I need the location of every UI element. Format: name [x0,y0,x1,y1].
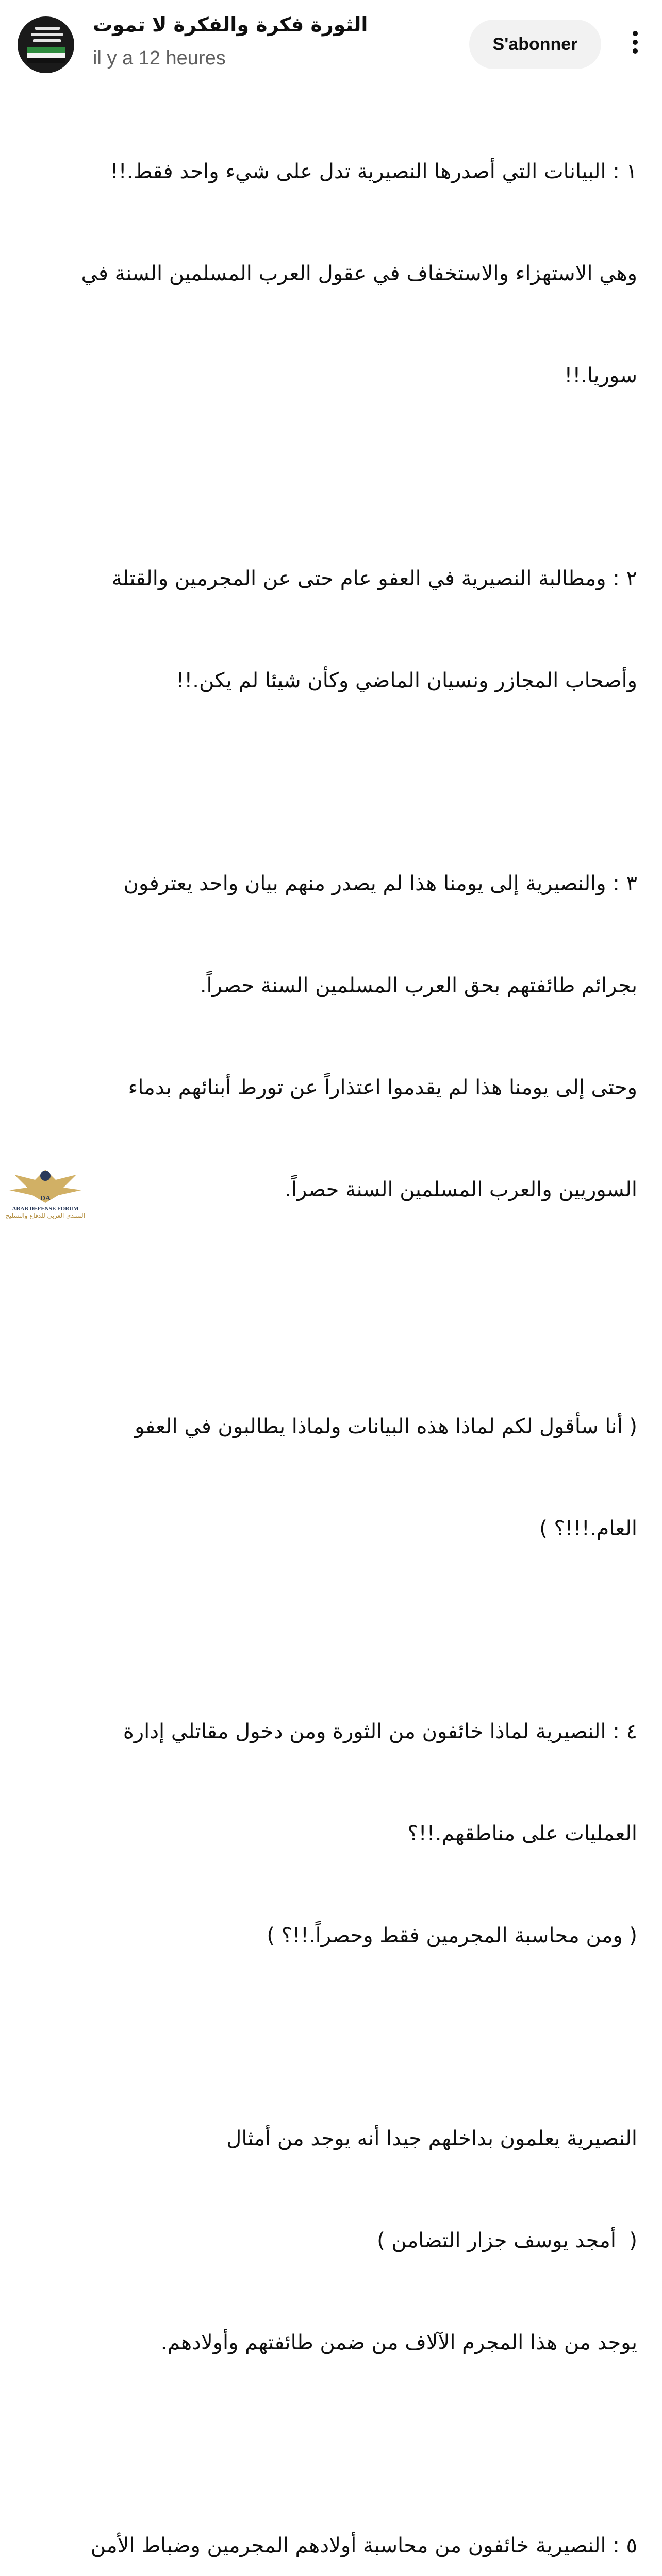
forum-watermark [4,1159,87,1220]
post-paragraph-3 [19,799,637,1275]
post-body [19,87,637,2576]
post-line: ( أمجد يوسف جزار التضامن ) [377,2229,637,2252]
post-line: بجرائم طائفتهم بحق العرب المسلمين السنة حصراً. [200,974,637,997]
svg-text:DA: DA [40,1195,51,1202]
post-paragraph-5 [19,1647,637,2021]
post-paragraph-6 [19,2054,637,2428]
post-paragraph-1 [19,87,637,461]
post-line: ٣ : والنصيرية إلى يومنا هذا لم يصدر منهم بيان واحد يعترفون [123,872,637,895]
post-line: ( ومن محاسبة المجرمين فقط وحصراً.!!؟ ) [267,1924,637,1947]
avatar-flag-icon [27,47,65,63]
post-line: ٢ : ومطالبة النصيرية في العفو عام حتى عن المجرمين والقتلة [111,567,637,590]
post-line: ١ : البيانات التي أصدرها النصيرية تدل على شيء واحد فقط.!! [110,160,637,183]
channel-name[interactable]: الثورة فكرة والفكرة لا تموت [93,13,368,36]
channel-avatar[interactable] [18,16,74,73]
eagle-logo-icon [4,1159,87,1206]
post-line: ٤ : النصيرية لماذا خائفون من الثورة ومن دخول مقاتلي إدارة [123,1720,637,1743]
post-paragraph-4 [19,1342,637,1614]
post-line: وهي الاستهزاء والاستخفاف في عقول العرب المسلمين السنة في [81,262,637,285]
post-line: ( أنا سأقول لكم لماذا هذه البيانات ولماذا يطالبون في العفو [135,1415,637,1438]
post-line: ٥ : النصيرية خائفون من محاسبة أولادهم المجرمين وضباط الأمن [90,2534,637,2557]
post-line: يوجد من هذا المجرم الآلاف من ضمن طائفتهم وأولادهم. [160,2331,637,2354]
subscribe-button[interactable]: S'abonner [469,20,601,69]
avatar-text-mark [35,27,60,30]
post-line: سوريا.!! [564,364,637,387]
post-header [0,0,662,82]
post-line: وأصحاب المجازر ونسيان الماضي وكأن شيئا لم يكن.!! [176,669,637,692]
post-line: وحتى إلى يومنا هذا لم يقدموا اعتذاراً عن تورط أبنائهم بدماء [128,1076,637,1099]
watermark-text-ar: المنتدى العربي للدفاع والتسليح [6,1212,85,1219]
post-paragraph-2 [19,494,637,766]
post-timestamp: il y a 12 heures [93,47,226,69]
watermark-text-en: ARAB DEFENSE FORUM [12,1206,79,1212]
post-line: العام.!!!؟ ) [539,1517,637,1540]
post-line: السوريين والعرب المسلمين السنة حصراً. [285,1178,637,1201]
avatar-text-mark [31,33,63,36]
avatar-text-mark [33,39,61,42]
post-line: العمليات على مناطقهم.!!؟ [407,1822,637,1845]
post-paragraph-7 [19,2461,637,2576]
post-line: النصيرية يعلمون بداخلهم جيدا أنه يوجد من أمثال [226,2127,637,2150]
vertical-dots-icon[interactable] [629,31,641,58]
